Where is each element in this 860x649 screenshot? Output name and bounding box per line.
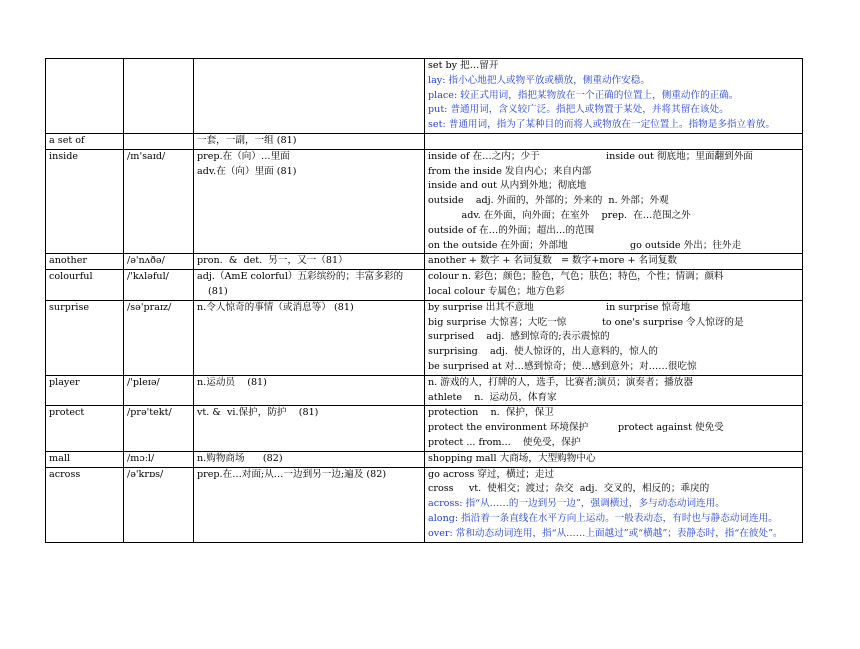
note-line: outside of 在…的外面；超出…的范围 bbox=[428, 224, 595, 236]
notes-cell bbox=[425, 467, 803, 542]
note-phrase: inside of 在…之内；少于 bbox=[428, 150, 540, 162]
phonetic-cell: /'pleɪə/ bbox=[124, 375, 194, 406]
note-phrase: go outside 外出；往外走 bbox=[630, 239, 742, 251]
notes-cell bbox=[425, 451, 803, 467]
word-cell: inside bbox=[46, 149, 124, 254]
note-line: local colour 专属色；地方色彩 bbox=[428, 285, 565, 297]
notes-cell bbox=[425, 149, 803, 254]
note-line: outside adj. 外面的，外部的；外来的 n. 外部；外观 bbox=[428, 195, 669, 207]
notes-cell bbox=[425, 300, 803, 375]
meaning-line: adj.（AmE colorful）五彩缤纷的；丰富多彩的(81) bbox=[197, 271, 404, 297]
notes-cell bbox=[425, 133, 803, 149]
notes-cell bbox=[425, 254, 803, 270]
note-line: from the inside 发自内心；来自内部 bbox=[428, 165, 592, 177]
phonetic-cell: /prə'tekt/ bbox=[124, 406, 194, 451]
phonetic-cell: /sə'praɪz/ bbox=[124, 300, 194, 375]
phonetic-cell: /ə'krɒs/ bbox=[124, 467, 194, 542]
word-cell: another bbox=[46, 254, 124, 270]
note-line: place: 较正式用词，指把某物放在一个正确的位置上，侧重动作的正确。 bbox=[428, 89, 739, 101]
table-row bbox=[46, 300, 803, 375]
notes-cell bbox=[425, 375, 803, 406]
table-row bbox=[46, 59, 803, 134]
meaning-line: 一套，一副，一组 (81) bbox=[197, 134, 297, 146]
note-line bbox=[428, 150, 799, 165]
note-line: another + 数字 + 名词复数 = 数字+more + 名词复数 bbox=[428, 255, 677, 267]
meaning-cell bbox=[194, 149, 425, 254]
meaning-line: n.购物商场 (82) bbox=[197, 452, 283, 464]
note-line: protect ... from... 使免受，保护 bbox=[428, 436, 581, 448]
notes-cell bbox=[425, 59, 803, 134]
note-line: adv. 在外面，向外面；在室外 prep. 在…范围之外 bbox=[428, 209, 691, 221]
word-cell: player bbox=[46, 375, 124, 406]
word-cell: colourful bbox=[46, 270, 124, 301]
phonetic-cell bbox=[124, 59, 194, 134]
word-cell: across bbox=[46, 467, 124, 542]
note-line bbox=[428, 239, 799, 254]
note-phrase: big surprise 大惊喜；大吃一惊 bbox=[428, 316, 567, 328]
word-cell bbox=[46, 59, 124, 134]
meaning-line: prep.在…对面;从…一边到另一边;遍及 (82) bbox=[197, 468, 387, 480]
phonetic-cell: /ə'nʌðə/ bbox=[124, 254, 194, 270]
meaning-cell bbox=[194, 59, 425, 134]
note-line: over: 常和动态动词连用，指“从……上面越过”或“横越”；表静态时，指“在彼处”。 bbox=[428, 527, 783, 539]
note-line: athlete n. 运动员，体育家 bbox=[428, 391, 557, 403]
vocabulary-table bbox=[45, 58, 803, 543]
note-phrase: to one's surprise 令人惊讶的是 bbox=[602, 316, 744, 328]
phonetic-cell: /ɪn'saɪd/ bbox=[124, 149, 194, 254]
note-line: along: 指沿着一条直线在水平方向上运动。一般表动态，有时也与静态动词连用。 bbox=[428, 512, 778, 524]
note-phrase: inside out 彻底地；里面翻到外面 bbox=[606, 150, 753, 162]
word-cell: a set of bbox=[46, 133, 124, 149]
word-cell: protect bbox=[46, 406, 124, 451]
table-row bbox=[46, 406, 803, 451]
meaning-line: prep.在（向）…里面 bbox=[197, 150, 290, 162]
meaning-cell bbox=[194, 133, 425, 149]
note-line: set: 普通用词，指为了某种目的而将人或物放在一定位置上。指物是多指立着放。 bbox=[428, 119, 775, 131]
note-phrase: on the outside 在外面；外部地 bbox=[428, 239, 568, 251]
table-row bbox=[46, 149, 803, 254]
table-row bbox=[46, 451, 803, 467]
notes-cell bbox=[425, 406, 803, 451]
note-line: be surprised at 对…感到惊奇；使…感到意外；对……很吃惊 bbox=[428, 360, 697, 372]
note-line: surprising adj. 使人惊讶的，出人意料的，惊人的 bbox=[428, 346, 658, 358]
note-line: n. 游戏的人，打牌的人，选手，比赛者;演员；演奏者；播放器 bbox=[428, 376, 693, 388]
meaning-line: vt. & vi.保护，防护 (81) bbox=[197, 407, 319, 419]
meaning-cell bbox=[194, 406, 425, 451]
table-row bbox=[46, 467, 803, 542]
note-line bbox=[428, 421, 799, 436]
word-cell: mall bbox=[46, 451, 124, 467]
note-line: inside and out 从内到外地；彻底地 bbox=[428, 180, 587, 192]
phonetic-cell bbox=[124, 133, 194, 149]
note-phrase: protect against 使免受 bbox=[618, 422, 724, 434]
note-line: lay: 指小心地把人或物平放或横放，侧重动作安稳。 bbox=[428, 74, 650, 86]
table-row bbox=[46, 133, 803, 149]
notes-cell bbox=[425, 270, 803, 301]
table-row bbox=[46, 254, 803, 270]
note-line: shopping mall 大商场，大型购物中心 bbox=[428, 452, 596, 464]
meaning-line: pron. & det. 另一，又一（81） bbox=[197, 255, 348, 267]
meaning-cell bbox=[194, 467, 425, 542]
table-row bbox=[46, 375, 803, 406]
note-phrase: by surprise 出其不意地 bbox=[428, 301, 534, 313]
meaning-cell bbox=[194, 375, 425, 406]
note-phrase: protect the environment 环境保护 bbox=[428, 422, 589, 434]
note-line: cross vt. 使相交；渡过；杂交 adj. 交叉的，相反的；乖戾的 bbox=[428, 483, 710, 495]
phonetic-cell: /mɔːl/ bbox=[124, 451, 194, 467]
note-line: protection n. 保护，保卫 bbox=[428, 407, 554, 419]
meaning-cell bbox=[194, 270, 425, 301]
note-line bbox=[428, 316, 799, 331]
note-phrase: in surprise 惊奇地 bbox=[606, 301, 691, 313]
note-line: colour n. 彩色；颜色；脸色，气色；肤色；特色，个性；情调；颜料 bbox=[428, 271, 724, 283]
meaning-cell bbox=[194, 254, 425, 270]
note-line: go across 穿过，横过；走过 bbox=[428, 468, 555, 480]
meaning-line: n.令人惊奇的事情（或消息等） (81) bbox=[197, 301, 354, 313]
note-line: set by 把…留开 bbox=[428, 60, 499, 71]
meaning-cell bbox=[194, 300, 425, 375]
meaning-line: adv.在（向）里面 (81) bbox=[197, 165, 297, 177]
phonetic-cell: /'kʌləful/ bbox=[124, 270, 194, 301]
note-line: across: 指“从……的一边到另一边”，强调横过，多与动态动词连用。 bbox=[428, 498, 725, 510]
note-line: surprised adj. 感到惊奇的;表示震惊的 bbox=[428, 331, 610, 343]
note-line bbox=[428, 301, 799, 316]
meaning-line: n.运动员 (81) bbox=[197, 376, 267, 388]
word-cell: surprise bbox=[46, 300, 124, 375]
table-row bbox=[46, 270, 803, 301]
note-line: put: 普通用词，含义较广泛。指把人或物置于某处，并将其留在该处。 bbox=[428, 104, 729, 116]
meaning-cell bbox=[194, 451, 425, 467]
